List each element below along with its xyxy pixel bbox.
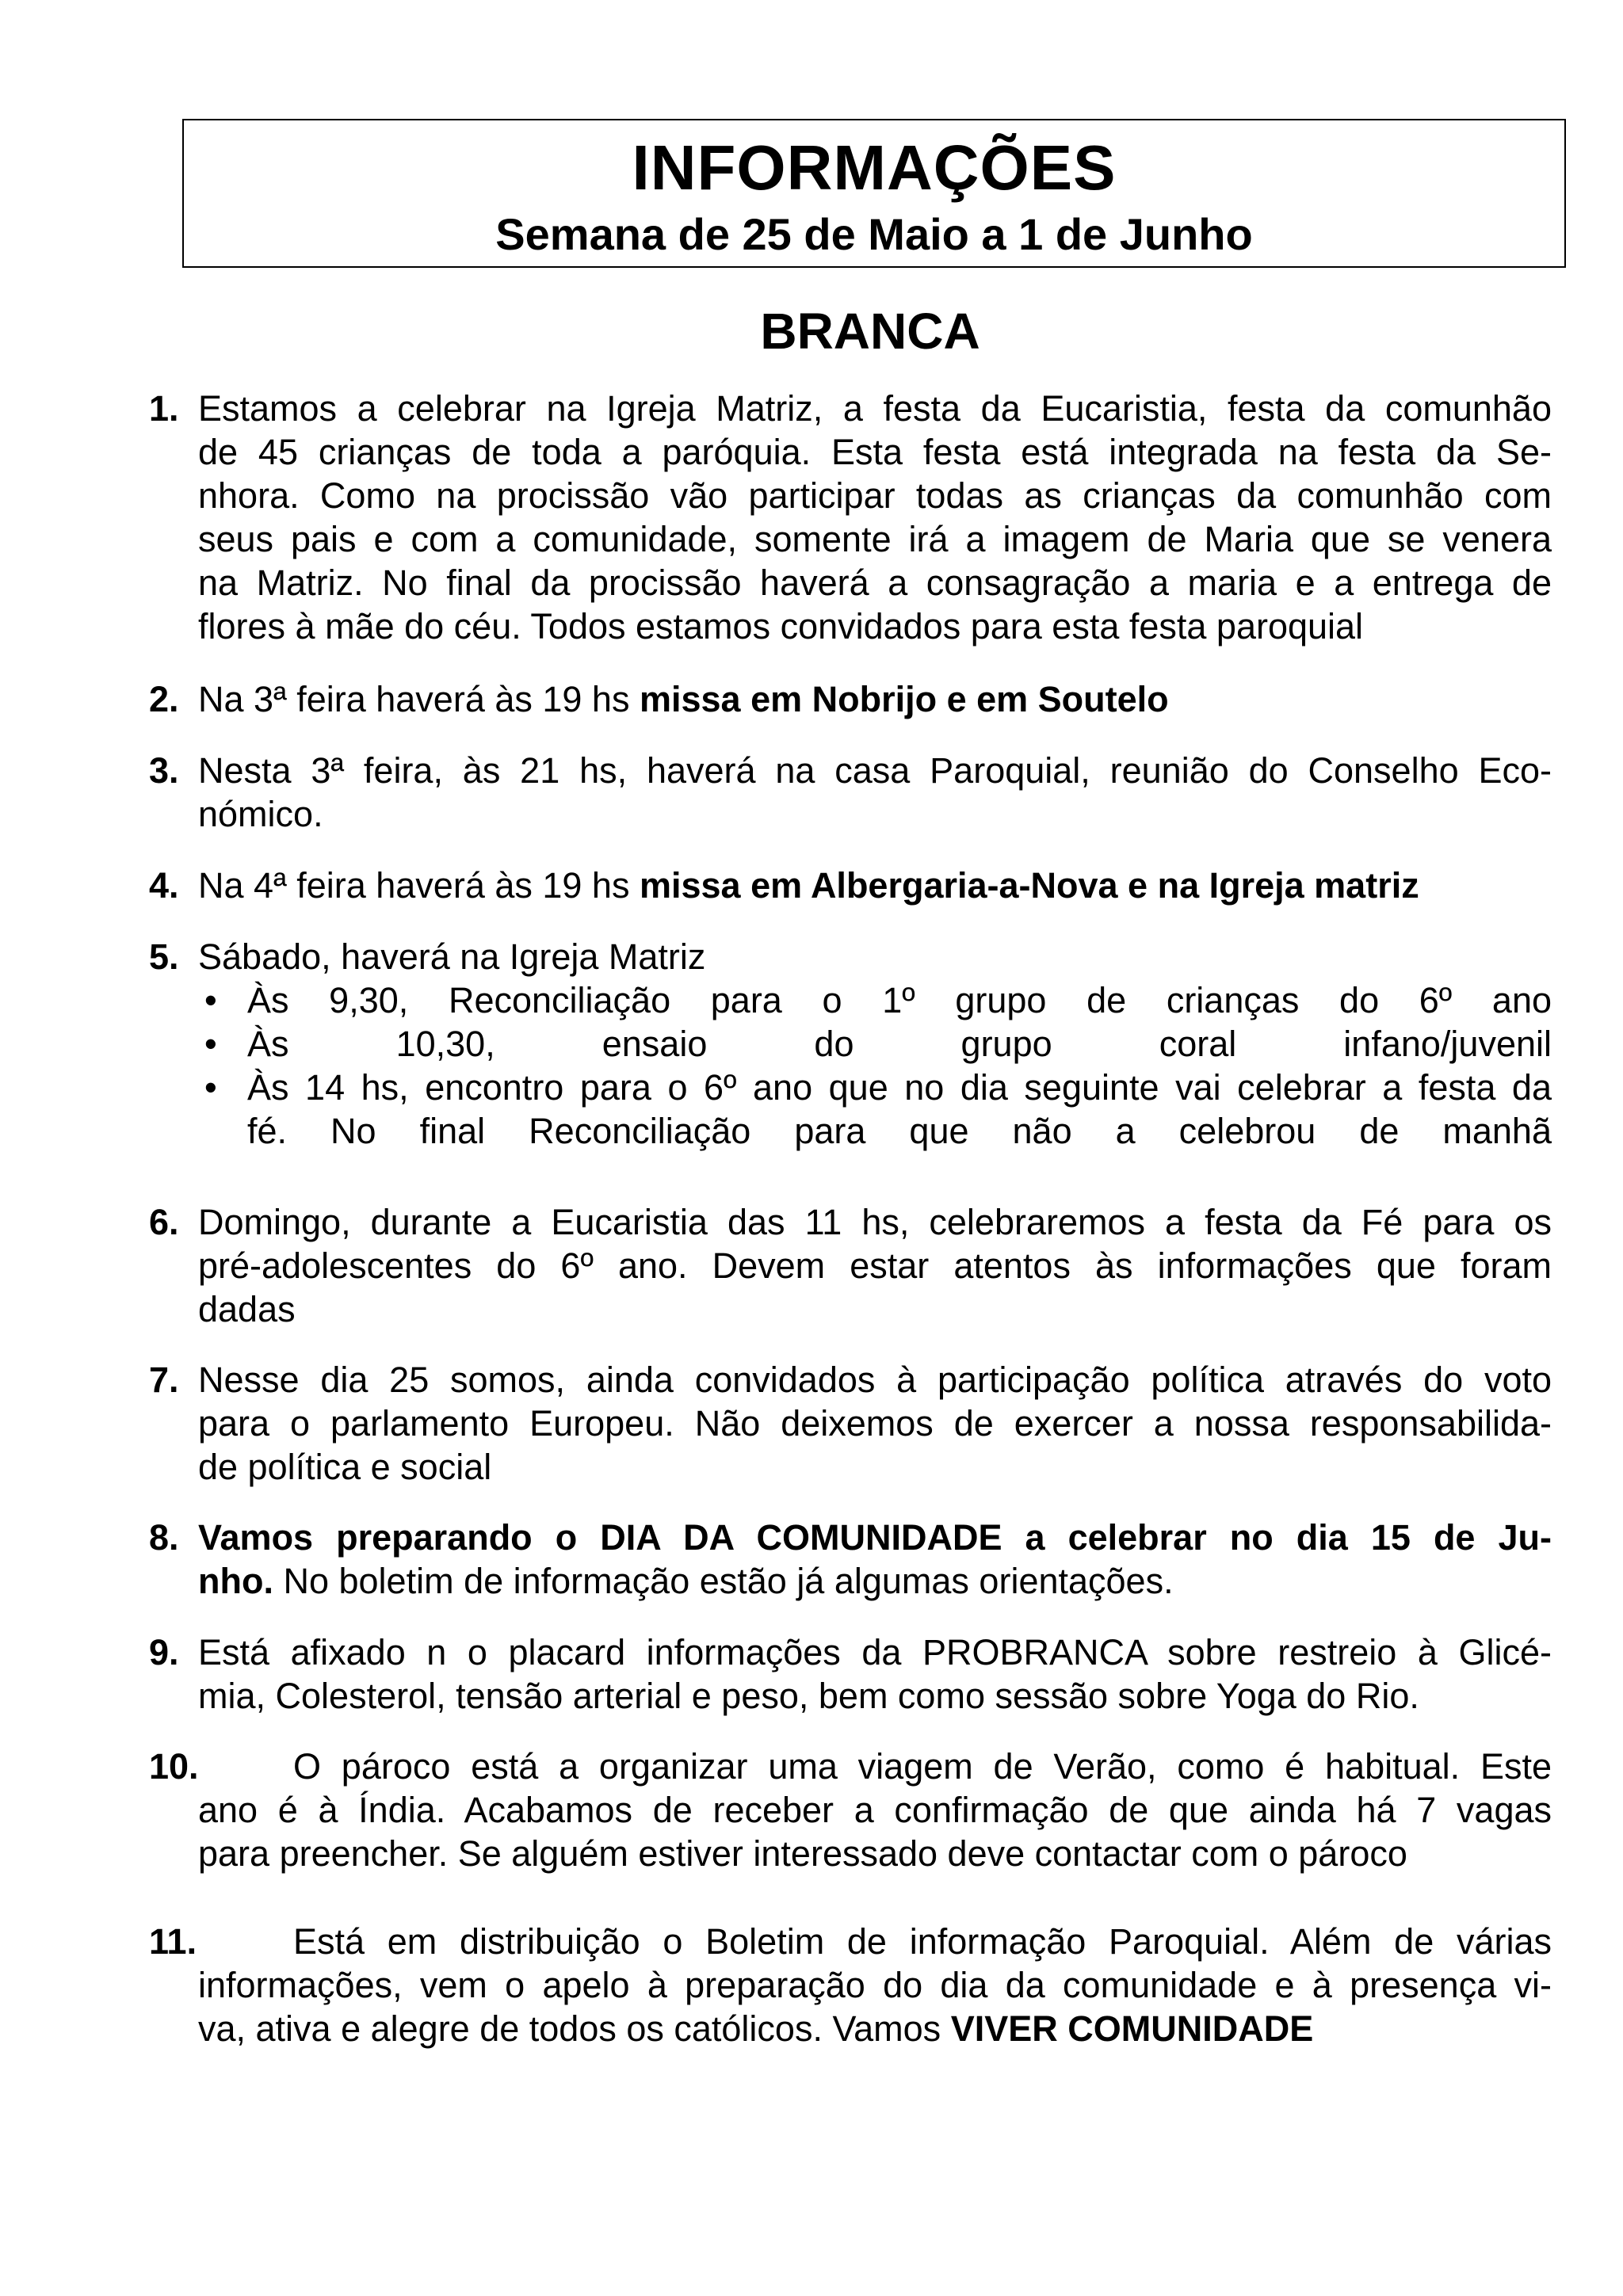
item-text: No boletim de informação estão já algumas orientações. [273, 1561, 1174, 1601]
item-text: Na 3ª feira haverá às 19 hs [198, 679, 640, 719]
bullet-item: • Às 10,30, ensaio do grupo coral infano/juvenil [204, 1024, 1552, 1064]
item-number: 3. [149, 750, 179, 791]
item-line: flores à mãe do céu. Todos estamos convidados para esta festa paroquial [198, 606, 1364, 646]
announcement-item-11 [149, 1920, 1552, 2050]
item-number: 11. [149, 1921, 197, 1962]
item-number: 1. [149, 388, 179, 429]
item-line: ano é à Índia. Acabamos de receber a confirmação de que ainda há 7 vagas [198, 1790, 1552, 1830]
item-number: 7. [149, 1360, 179, 1400]
item-bold-text: missa em Nobrijo e em Soutelo [639, 679, 1169, 719]
item-line: Domingo, durante a Eucaristia das 11 hs, celebraremos a festa da Fé para os [198, 1202, 1552, 1242]
parish-name: BRANCA [760, 303, 980, 360]
announcement-item-10 [149, 1745, 1552, 1875]
item-bold-line: Vamos preparando o DIA DA COMUNIDADE a celebrar no dia 15 de Ju- [198, 1517, 1552, 1558]
item-line: para o parlamento Europeu. Não deixemos de exercer a nossa responsabilida- [198, 1403, 1552, 1444]
bullet-list [198, 978, 1552, 1153]
announcement-item-3 [149, 749, 1552, 836]
page-subtitle: Semana de 25 de Maio a 1 de Junho [495, 209, 1253, 259]
item-line: Estamos a celebrar na Igreja Matriz, a festa da Eucaristia, festa da comunhão [198, 388, 1552, 429]
item-line: nómico. [198, 794, 323, 834]
item-bold-text: VIVER COMUNIDADE [950, 2008, 1314, 2049]
item-number: 6. [149, 1202, 179, 1242]
item-number: 5. [149, 936, 179, 977]
announcement-item-9 [149, 1630, 1552, 1718]
item-line: dadas [198, 1289, 296, 1329]
item-line: Nesse dia 25 somos, ainda convidados à participação política através do voto [198, 1360, 1552, 1400]
announcement-item-8 [149, 1516, 1552, 1603]
bullet-icon: • [204, 980, 217, 1020]
page-title: INFORMAÇÕES [632, 132, 1117, 203]
item-line: Nesta 3ª feira, às 21 hs, haverá na casa Paroquial, reunião do Conselho Eco- [198, 750, 1552, 791]
item-line: para preencher. Se alguém estiver interessado deve contactar com o pároco [198, 1833, 1407, 1874]
item-text: Sábado, haverá na Igreja Matriz [198, 936, 706, 977]
item-number: 10. [149, 1746, 199, 1787]
announcement-item-1 [149, 387, 1552, 648]
item-number: 8. [149, 1517, 179, 1558]
bullet-item: • Às 14 hs, encontro para o 6º ano que no dia seguinte vai celebrar a festa da fé. No final Reconciliação para que não a celebrou de manhã [204, 1067, 1552, 1151]
item-line: na Matriz. No final da procissão haverá a consagração a maria e a entrega de [198, 563, 1552, 603]
announcement-item-2 [149, 677, 1552, 721]
announcement-item-5 [149, 935, 1552, 1153]
item-line: informações, vem o apelo à preparação do dia da comunidade e à presença vi- [198, 1965, 1552, 2005]
item-bold-text: nho. [198, 1561, 273, 1601]
item-line: pré-adolescentes do 6º ano. Devem estar atentos às informações que foram [198, 1245, 1552, 1286]
item-text: va, ativa e alegre de todos os católicos. Vamos [198, 2008, 951, 2049]
announcement-item-7 [149, 1358, 1552, 1489]
item-number: 4. [149, 865, 179, 906]
bullet-icon: • [204, 1024, 217, 1064]
bullet-item: • Às 9,30, Reconciliação para o 1º grupo de crianças do 6º ano [204, 980, 1552, 1020]
item-text: Na 4ª feira haverá às 19 hs [198, 865, 640, 906]
item-line: seus pais e com a comunidade, somente irá a imagem de Maria que se venera [198, 519, 1552, 559]
item-line: de política e social [198, 1447, 492, 1487]
item-line: nhora. Como na procissão vão participar todas as crianças da comunhão com [198, 475, 1552, 516]
item-number: 9. [149, 1632, 179, 1672]
item-bold-text: missa em Albergaria-a-Nova e na Igreja matriz [639, 865, 1419, 906]
item-line: O pároco está a organizar uma viagem de Verão, como é habitual. Este [293, 1746, 1552, 1787]
item-line: de 45 crianças de toda a paróquia. Esta festa está integrada na festa da Se- [198, 432, 1552, 472]
item-line: mia, Colesterol, tensão arterial e peso, bem como sessão sobre Yoga do Rio. [198, 1676, 1419, 1716]
item-line: Está afixado n o placard informações da PROBRANCA sobre restreio à Glicé- [198, 1632, 1552, 1672]
item-number: 2. [149, 679, 179, 719]
announcement-item-4 [149, 864, 1552, 907]
announcement-item-6 [149, 1200, 1552, 1331]
item-line: Está em distribuição o Boletim de informação Paroquial. Além de várias [293, 1921, 1552, 1962]
bullet-icon: • [204, 1067, 217, 1108]
